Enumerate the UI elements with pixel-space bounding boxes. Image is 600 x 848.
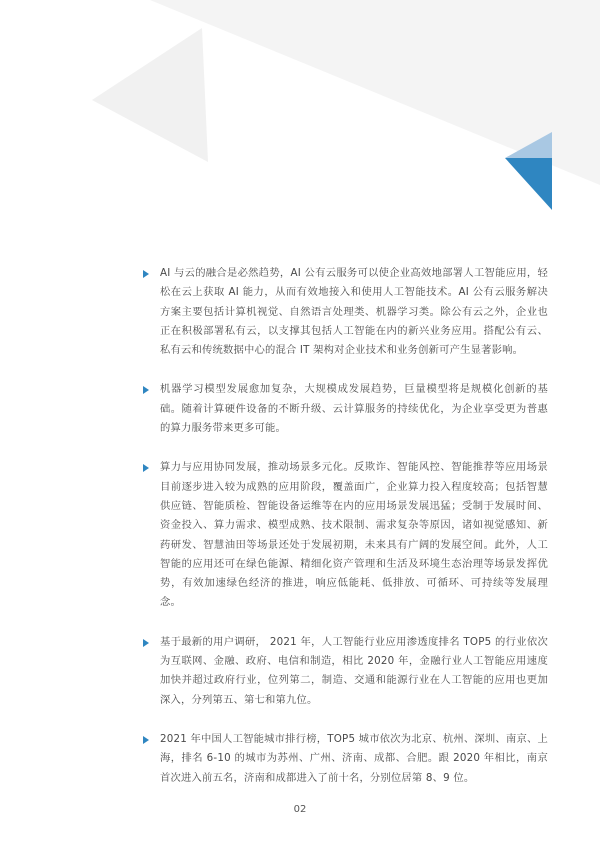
bullet-item	[148, 380, 548, 438]
triangle-bullet-icon	[143, 639, 149, 647]
bullet-text: 基于最新的用户调研， 2021 年，人工智能行业应用渗透度排名 TOP5 的行业依次为互联网、金融、政府、电信和制造，相比 2020 年，金融行业人工智能应用速度加快并超过政府行业，位列第二，制造、交通和能源行业在人工智能的应用也更加深入，分列第五、第七和第九位。	[160, 635, 548, 706]
decorative-blue-triangle	[505, 158, 552, 210]
bullet-text: 2021 年中国人工智能城市排行榜，TOP5 城市依次为北京、杭州、深圳、南京、上海，排名 6-10 的城市为苏州、广州、济南、成都、合肥。跟 2020 年相比，南京首次进入前五名，济南和成都进入了前十名，分别位居第 8、9 位。	[160, 732, 548, 784]
decorative-gray-triangle	[92, 28, 208, 162]
bullet-item	[148, 730, 548, 788]
triangle-bullet-icon	[143, 736, 149, 744]
bullet-text: 算力与应用协同发展，推动场景多元化。反欺诈、智能风控、智能推荐等应用场景目前逐步进入较为成熟的应用阶段，覆盖面广，企业算力投入程度较高；包括智慧供应链、智能质检、智能设备运维等在内的应用场景发展迅猛；受制于发展时间、资金投入、算力需求、模型成熟、技术限制、需求复杂等原因，诸如视觉感知、新药研发、智慧油田等场景还处于发展初期，未来具有广阔的发展空间。此外，人工智能的应用还可在绿色能源、精细化资产管理和生活及环境生态治理等场景发挥优势，有效加速绿色经济的推进，响应低能耗、低排放、可循环、可持续等发展理念。	[160, 461, 548, 609]
bullet-text: 机器学习模型发展愈加复杂，大规模成发展趋势，巨量模型将是规模化创新的基础。随着计算硬件设备的不断升级、云计算服务的持续优化，为企业享受更为普惠的算力服务带来更多可能。	[160, 383, 548, 435]
bullet-item	[148, 264, 548, 360]
triangle-bullet-icon	[143, 464, 149, 472]
decorative-header-shapes	[0, 0, 600, 260]
bullet-list	[148, 264, 548, 808]
triangle-bullet-icon	[143, 386, 149, 394]
triangle-bullet-icon	[143, 270, 149, 278]
bullet-item	[148, 633, 548, 710]
bullet-text: AI 与云的融合是必然趋势，AI 公有云服务可以使企业高效地部署人工智能应用，轻松在云上获取 AI 能力，从而有效地接入和使用人工智能技术。AI 公有云服务解决方案主要包括计算机视觉、自然语言处理类、机器学习类。除公有云之外，企业也正在积极部署私有云，以支撑其包括人工智能在内的新兴业务应用。搭配公有云、私有云和传统数据中心的混合 IT 架构对企业技术和业务创新可产生显著影响。	[160, 267, 548, 357]
page-number: 02	[293, 804, 307, 815]
bullet-item	[148, 458, 548, 612]
